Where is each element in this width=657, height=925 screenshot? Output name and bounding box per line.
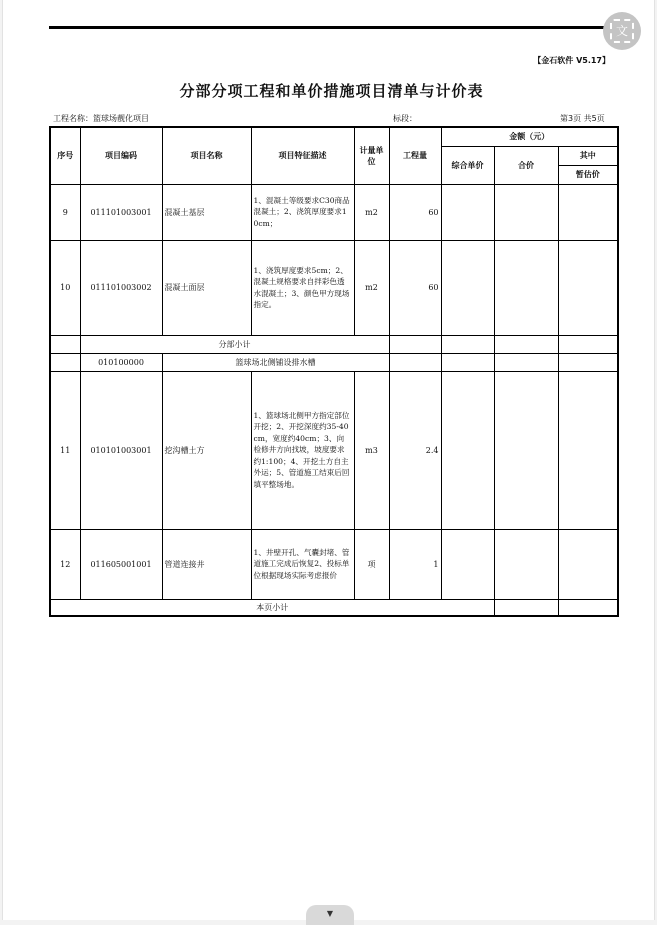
software-version: 【金石软件 V5.17】	[533, 56, 610, 65]
header-seq: 序号	[50, 127, 80, 184]
section-code: 010100000	[80, 353, 162, 371]
header-unit-price: 综合单价	[441, 146, 494, 184]
row-code: 011101003001	[80, 184, 162, 240]
row-name: 混凝土基层	[162, 184, 251, 240]
page-subtotal-label: 本页小计	[50, 599, 494, 616]
row-total	[494, 529, 558, 599]
row-desc: 1、混凝土等级要求C30商品混凝土；2、浇筑厚度要求10cm；	[251, 184, 354, 240]
row-total	[494, 184, 558, 240]
page-title: 分部分项工程和单价措施项目清单与计价表	[179, 82, 484, 100]
row-desc: 1、井壁开孔、气囊封堵、管道施工完成后恢复2、投标单位根据现场实际考虑报价	[251, 529, 354, 599]
document-page	[2, 0, 655, 920]
table-row	[50, 240, 618, 335]
header-desc: 项目特征描述	[251, 127, 354, 184]
row-unit-price	[441, 184, 494, 240]
row-unit: 项	[354, 529, 389, 599]
row-name: 管道连接井	[162, 529, 251, 599]
subtotal-label: 分部小计	[80, 335, 389, 353]
section-name: 篮球场北侧铺设排水槽	[162, 353, 389, 371]
page-info: 第3页 共5页	[560, 114, 605, 123]
row-qty: 60	[389, 240, 441, 335]
header-of-which: 其中	[558, 146, 618, 165]
row-unit-price	[441, 371, 494, 529]
header-amount: 金额（元）	[441, 127, 618, 146]
table-row	[50, 371, 618, 529]
scroll-down-tab[interactable]	[306, 905, 354, 925]
row-qty: 1	[389, 529, 441, 599]
section-row	[50, 353, 618, 371]
page-subtotal-row	[50, 599, 618, 616]
header-provisional: 暂估价	[558, 165, 618, 184]
subtotal-row	[50, 335, 618, 353]
translate-button[interactable]	[603, 12, 641, 50]
row-name: 混凝土面层	[162, 240, 251, 335]
row-desc: 1、浇筑厚度要求5cm；2、混凝土规格要求自拌彩色透水混凝土；3、颜色甲方现场指定。	[251, 240, 354, 335]
bill-of-quantities-table	[49, 126, 619, 617]
row-unit: m2	[354, 184, 389, 240]
header-qty: 工程量	[389, 127, 441, 184]
header-unit: 计量单位	[354, 127, 389, 184]
row-unit-price	[441, 240, 494, 335]
row-seq: 11	[50, 371, 80, 529]
top-rule	[49, 26, 617, 29]
row-provisional	[558, 371, 618, 529]
row-provisional	[558, 529, 618, 599]
row-total	[494, 240, 558, 335]
header-total: 合价	[494, 146, 558, 184]
row-total	[494, 371, 558, 529]
row-provisional	[558, 184, 618, 240]
header-code: 项目编码	[80, 127, 162, 184]
row-qty: 60	[389, 184, 441, 240]
row-seq: 10	[50, 240, 80, 335]
table-row	[50, 529, 618, 599]
project-name: 工程名称：篮球场靓化项目	[53, 114, 149, 123]
row-code: 011605001001	[80, 529, 162, 599]
row-qty: 2.4	[389, 371, 441, 529]
translate-icon: 文	[610, 19, 634, 43]
row-code: 010101003001	[80, 371, 162, 529]
row-code: 011101003002	[80, 240, 162, 335]
chevron-down-icon: ▼	[326, 909, 334, 918]
row-desc: 1、篮球场北侧甲方指定部位开挖；2、开挖深度约35-40cm，宽度约40cm；3、向检修井方向找坡，坡度要求约1:100；4、开挖土方自主外运；5、管道施工结束后回填平整场地。	[251, 371, 354, 529]
row-seq: 12	[50, 529, 80, 599]
header-name: 项目名称	[162, 127, 251, 184]
table-row	[50, 184, 618, 240]
row-unit-price	[441, 529, 494, 599]
row-unit: m3	[354, 371, 389, 529]
row-seq: 9	[50, 184, 80, 240]
row-name: 挖沟槽土方	[162, 371, 251, 529]
row-provisional	[558, 240, 618, 335]
section-label: 标段：	[393, 114, 417, 123]
row-unit: m2	[354, 240, 389, 335]
